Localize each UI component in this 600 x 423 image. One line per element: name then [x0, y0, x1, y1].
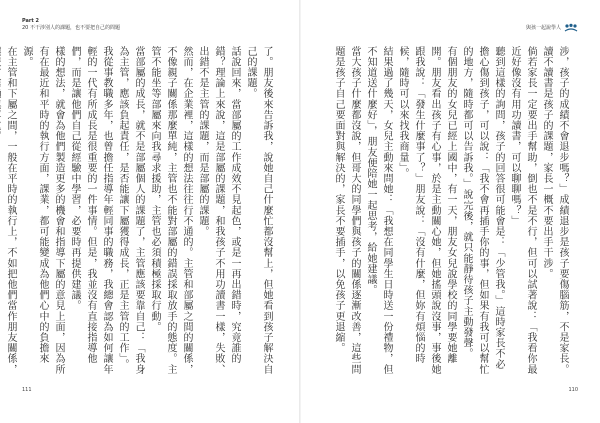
series-label: 與孩一起說學人: [525, 25, 561, 31]
paragraph: 當大孩子什麼都沒說，但哥大的同學們與孩子的關係逐漸改善，這些問題是孩子自己要面對與解決的，家長不要插手，以免孩子更退縮。: [333, 46, 360, 375]
paragraph: 樣的想法，就會為他們製造更多的機會和指導下屬的意見上面，因為所有在最近和平時的執行方面，課業，都可能變成為他們心中的負擔來源。: [21, 46, 64, 375]
paragraph: 了。朋友後來告訴我，說她自己什麼忙都沒幫上，但她看到孩子解決自己的課題。: [245, 46, 272, 375]
series-header: [526, 23, 578, 32]
paragraph: 當部屬的成長，就不是部屬個人的課題了，主管應該要靠自己：「我身為主管，應該負起責任，是否能讓下屬獲得成長，正是主管的工作」。: [117, 46, 144, 375]
page-number: 110: [568, 387, 578, 393]
part-label: Part 2: [22, 18, 39, 24]
hands-icon: [564, 23, 578, 32]
paragraph: 涉，孩子的成績不會退步嗎？」成績退步是孩子要傷腦筋，不是家長。讀不讀書是孩子的課題，家長一概不要出手干涉。: [541, 46, 568, 375]
running-header: [22, 18, 120, 32]
paragraph: 聽到這樣的詢問，孩子的回答很可能會是：「少管我。」這時家長不必擔心傷到孩子，可以說：「我不會再插手你的事，但如果有我可以幫忙的地方，隨時都可以告訴我。」說完後，就只能靜待孩子主動發聲。: [461, 46, 504, 375]
paragraph: 倘若家長一定要出手幫助，倒也不是不行，但可以試著說：「我看你最近好像沒有用功讀書，可以聊聊嗎？」: [509, 46, 536, 375]
chapter-title: 20 不干涉別人的課題，也不要把自己的問題: [22, 25, 120, 31]
paragraph: 在主管和下屬之間，一般在平時的執行上，不如把他們當作朋友關係，: [5, 46, 16, 375]
paragraph: 有個朋友的女兒已經上國中，有一天，朋友女兒說學校的同學要她離開。朋友看出孩子有心事，於是主動關心她，但她搖頭說沒事，事後她跟我說：「發生什麼事了？」朋友說：「沒有什麼，但妳有煩惱的時候，隨時可以來找我商量」。: [397, 46, 456, 375]
page-number: 111: [22, 387, 32, 393]
left-body-text: [5, 46, 274, 376]
right-body-text: [326, 46, 570, 376]
paragraph: 我從事教職多年，也曾擔任指導年輕同事的職務，我總會認為如何讓年輕的一代有所成長是很重要的一件事情。但是，我並沒有直接指導他們，而是讓他們自己從經驗中學習，必要時再提供建議。: [69, 46, 112, 375]
right-page: [300, 0, 600, 423]
paragraph: 結果過了幾天，女兒主動來問她：「我想在同學生日時送一份禮物，但不知道送什麼好」，朋友便陪她一起思考，給她建議。: [365, 46, 392, 375]
paragraph: 話說回來，當部屬的工作成效不見起色，或是一再出錯時，究竟誰的錯？理論上來說，這是部屬的課題，和我孩子不用功讀書一樣，失敗、出錯不是主管的課題，而是部屬的課題。: [197, 46, 240, 375]
paragraph: 然而，在企業裡，這樣的想法往往行不通的。主管和部屬之間的關係，不像親子關係那麼單純，主管也不能對部屬的錯誤採取放手的態度。主管不能坐等部屬來向我尋求援助，主管也必須積極採取行動。: [149, 46, 192, 375]
